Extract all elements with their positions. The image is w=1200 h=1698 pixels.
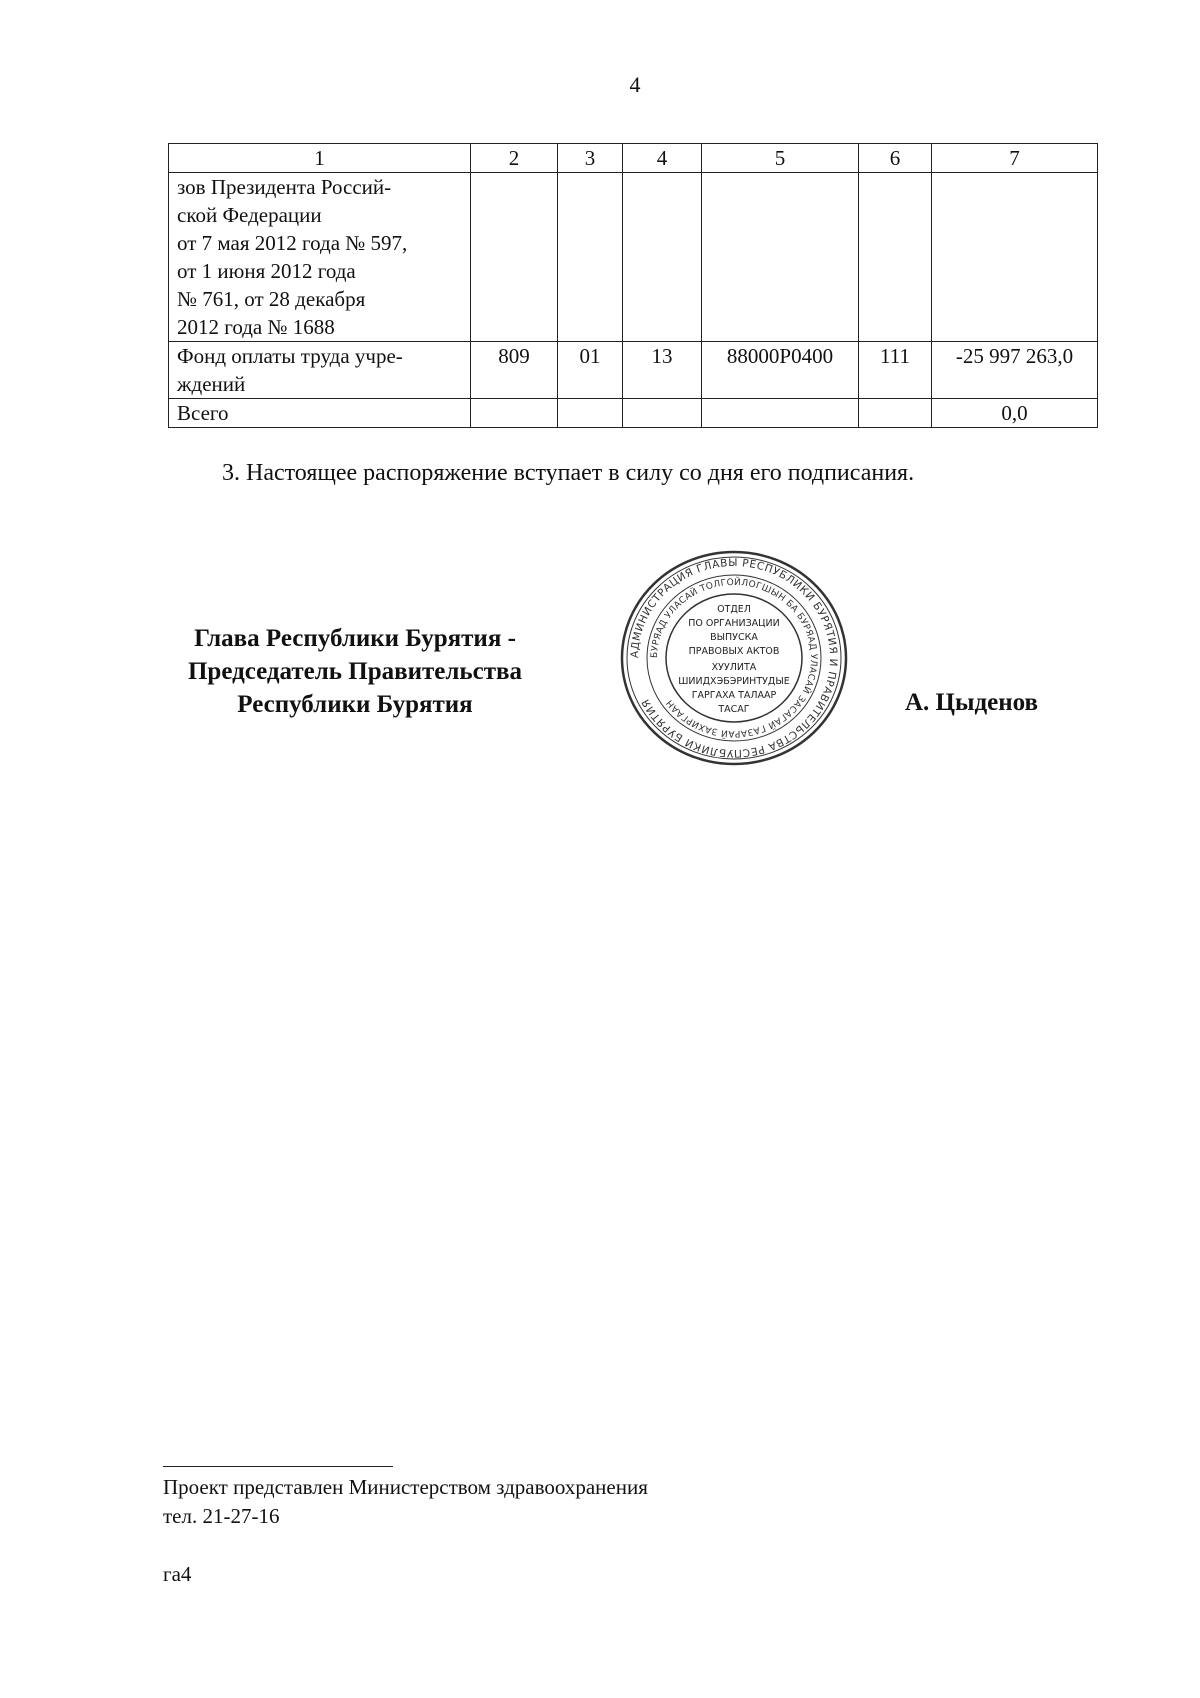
ministry-code-cell — [471, 173, 558, 342]
row-name-line: от 7 мая 2012 года № 597, — [177, 231, 408, 255]
amount-cell: -25 997 263,0 — [932, 342, 1098, 399]
header-cell-4: 4 — [623, 144, 702, 173]
target-article-cell: 88000Р0400 — [702, 342, 859, 399]
header-cell-7: 7 — [932, 144, 1098, 173]
signatory-title-line: Республики Бурятия — [237, 691, 473, 718]
signer-name: А. Цыденов — [905, 689, 1039, 716]
budget-table — [168, 143, 1098, 428]
expense-type-cell — [859, 399, 932, 428]
stamp-outer-text: АДМИНИСТРАЦИЯ ГЛАВЫ РЕСПУБЛИКИ БУРЯТИЯ И ПРАВИТЕЛЬСТВА РЕСПУБЛИКИ БУРЯТИЯ — [628, 556, 840, 760]
footnote — [163, 1473, 648, 1531]
expense-type-cell — [859, 173, 932, 342]
signatory-title — [150, 622, 560, 721]
signatory-title-line: Председатель Правительства — [187, 658, 523, 685]
page-number: 4 — [629, 72, 641, 97]
subsection-cell — [623, 173, 702, 342]
stamp-center-line: ГАРГАХА ТАЛААР — [691, 690, 777, 701]
footnote-line: Проект представлен Министерством здравоохранения — [163, 1475, 648, 1499]
row-name-line: ской Федерации — [177, 203, 322, 227]
stamp-center-line: ХУУЛИТА — [711, 662, 757, 673]
footnote-divider — [163, 1466, 393, 1467]
stamp-inner-text: БУРЯАД УЛАСАЙ ТОЛГОЙЛОГШЫН БА БУРЯАД УЛАСАЙ ЗАСАГАЙ ГАЗАРАЙ ЗАХИРГААН — [649, 577, 819, 739]
row-name-cell — [169, 399, 471, 428]
header-cell-2: 2 — [471, 144, 558, 173]
header-cell-1: 1 — [169, 144, 471, 173]
amount-cell — [932, 173, 1098, 342]
section-cell: 01 — [558, 342, 623, 399]
header-cell-3: 3 — [558, 144, 623, 173]
stamp-center-line: ВЫПУСКА — [710, 632, 758, 643]
stamp-center-line: ПРАВОВЫХ АКТОВ — [688, 646, 780, 657]
section-cell — [558, 173, 623, 342]
expense-type-cell: 111 — [859, 342, 932, 399]
row-name-line: № 761, от 28 декабря — [177, 287, 366, 311]
subsection-cell: 13 — [623, 342, 702, 399]
row-name-line: Всего — [177, 401, 229, 425]
table-row — [169, 173, 1098, 342]
footnote-line: тел. 21-27-16 — [163, 1504, 280, 1528]
target-article-cell — [702, 399, 859, 428]
stamp-center-line: ОТДЕЛ — [717, 604, 751, 615]
header-cell-6: 6 — [859, 144, 932, 173]
row-name-line: зов Президента Россий- — [177, 175, 392, 199]
row-name-line: ждений — [177, 372, 246, 396]
ministry-code-cell — [471, 399, 558, 428]
section-cell — [558, 399, 623, 428]
signatory-title-line: Глава Республики Бурятия - — [194, 625, 516, 652]
subsection-cell — [623, 399, 702, 428]
row-name-cell — [169, 342, 471, 399]
stamp-center-line: ПО ОРГАНИЗАЦИИ — [688, 618, 780, 629]
ministry-code-cell: 809 — [471, 342, 558, 399]
row-name-line: 2012 года № 1688 — [177, 315, 335, 339]
header-cell-5: 5 — [702, 144, 859, 173]
official-seal-stamp — [618, 548, 850, 768]
table-header-row — [169, 144, 1098, 173]
stamp-center-line: ТАСАГ — [718, 704, 750, 715]
paragraph-3: 3. Настоящее распоряжение вступает в силу со дня его подписания. — [222, 460, 915, 486]
document-code: га4 — [163, 1562, 192, 1586]
row-name-line: Фонд оплаты труда учре- — [177, 344, 403, 368]
row-name-line: от 1 июня 2012 года — [177, 259, 356, 283]
target-article-cell — [702, 173, 859, 342]
row-name-cell — [169, 173, 471, 342]
total-amount-cell: 0,0 — [932, 399, 1098, 428]
table-total-row — [169, 399, 1098, 428]
stamp-center-line: ШИИДХЭБЭРИНТУДЫЕ — [678, 676, 790, 687]
table-row — [169, 342, 1098, 399]
